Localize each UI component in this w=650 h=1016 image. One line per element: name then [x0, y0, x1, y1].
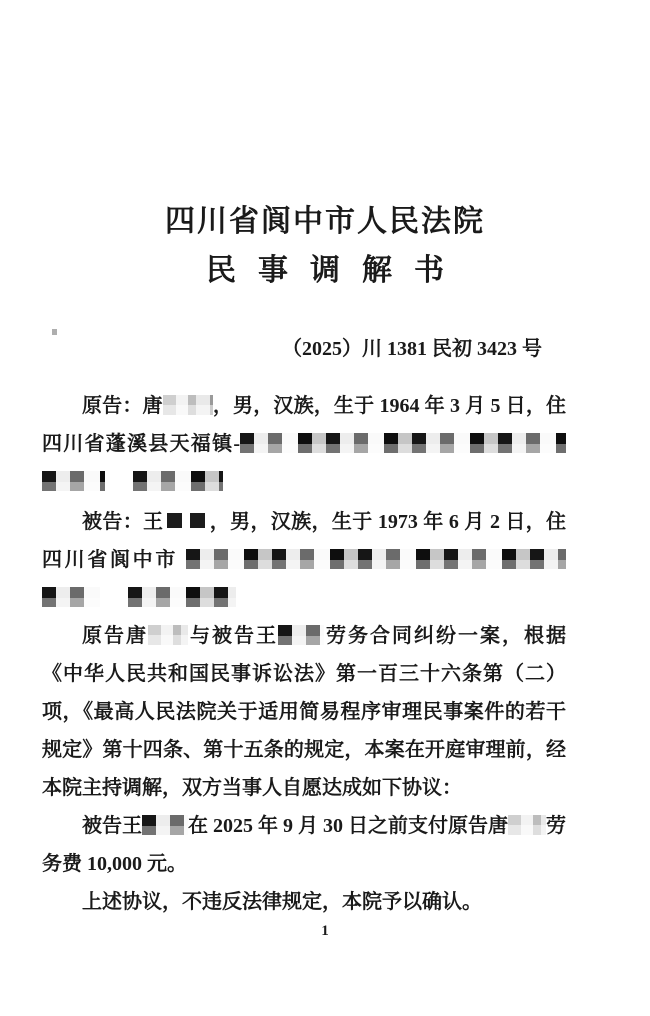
confirmation-paragraph: 上述协议，不违反法律规定，本院予以确认。 — [82, 891, 482, 913]
plaintiff-details: ，男，汉族，生于 1964 年 3 月 5 日，住 — [212, 395, 567, 417]
redacted-defendant-address-mosaic — [42, 587, 100, 607]
agreement-paragraph — [42, 807, 566, 883]
page-number: 1 — [321, 923, 329, 939]
redacted-plaintiff-address-mosaic — [240, 433, 566, 453]
agreement-amount: 劳务费 10,000 元。 — [42, 815, 566, 875]
redacted-plaintiff-name-mosaic — [148, 625, 188, 645]
redacted-defendant-name-block — [190, 513, 205, 528]
case-intro-paragraph — [42, 617, 566, 807]
redacted-defendant-address-mosaic — [128, 587, 236, 607]
plaintiff-label: 原告：唐 — [82, 395, 163, 417]
redacted-plaintiff-address-mosaic — [133, 471, 223, 491]
intro-legal-basis: 劳务合同纠纷一案，根据《中华人民共和国民事诉讼法》第一百三十六条第（二）项，《最高人民法院关于适用简易程序审理民事案件的若干规定》第十四条、第十五条的规定，本案在开庭审理前，经本院主持调解，双方当事人自愿达成如下协议： — [42, 625, 566, 799]
redacted-plaintiff-address-mosaic — [42, 471, 105, 491]
intro-defendant-ref: 与被告王 — [188, 625, 278, 647]
redacted-defendant-name-block — [167, 513, 182, 528]
defendant-details: ，男，汉族，生于 1973 年 6 月 2 日，住 — [209, 511, 567, 533]
plaintiff-address: 四川省蓬溪县天福镇- — [42, 433, 240, 455]
court-name: 四川省阆中市人民法院 — [165, 205, 485, 238]
defendant-paragraph — [42, 503, 566, 617]
redacted-defendant-address-mosaic — [186, 549, 566, 569]
agreement-defendant-ref: 被告王 — [82, 815, 142, 837]
scan-artifact — [52, 329, 57, 335]
redacted-defendant-name-mosaic — [278, 625, 324, 645]
redacted-plaintiff-name-mosaic — [163, 395, 213, 415]
redacted-defendant-name-mosaic — [142, 815, 188, 835]
document-title: 民事调解书 — [206, 254, 466, 287]
redacted-plaintiff-name-mosaic — [508, 815, 546, 835]
case-number: （2025）川 1381 民初 3423 号 — [282, 338, 542, 360]
defendant-label: 被告：王 — [82, 511, 164, 533]
intro-plaintiff-ref: 原告唐 — [82, 625, 148, 647]
defendant-address: 四川省阆中市 — [42, 549, 178, 571]
agreement-terms: 在 2025 年 9 月 30 日之前支付原告唐 — [188, 815, 508, 837]
plaintiff-paragraph — [42, 387, 566, 501]
mediation-body — [0, 617, 650, 921]
